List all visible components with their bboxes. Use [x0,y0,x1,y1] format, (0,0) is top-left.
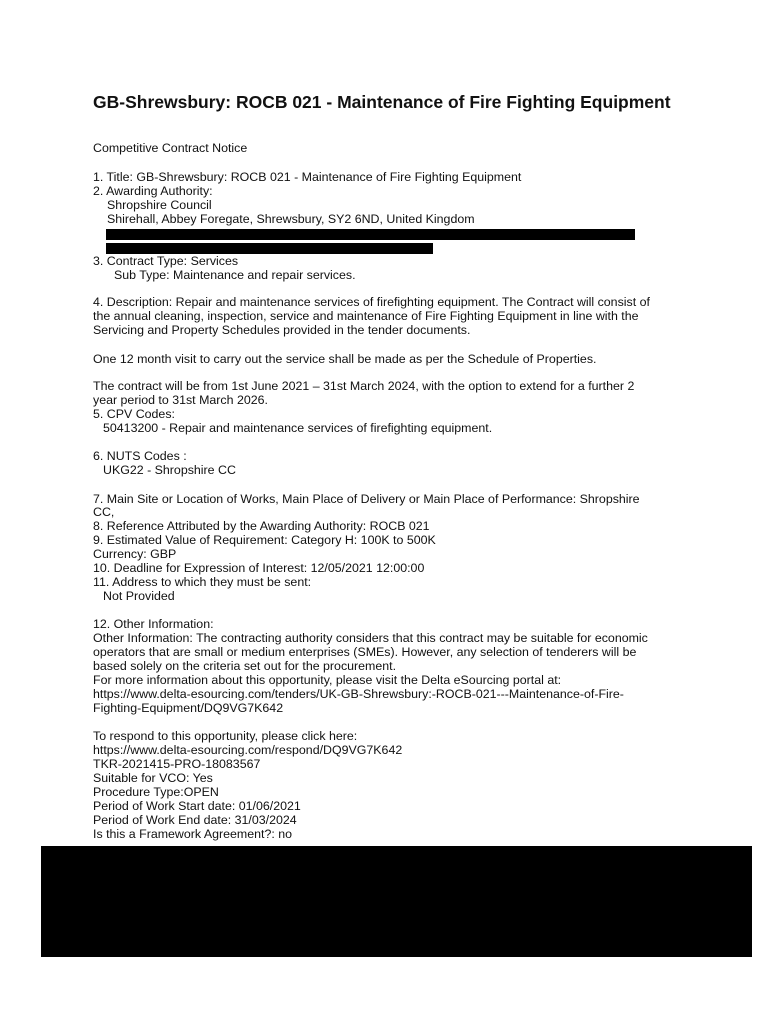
cpv-code: 50413200 - Repair and maintenance services of firefighting equipment. [103,421,493,435]
authority-address: Shirehall, Abbey Foregate, Shrewsbury, SY2 6ND, United Kingdom [107,212,475,226]
other-info-1: Other Information: The contracting authority considers that this contract may be suitable for economic [93,631,648,645]
address-value: Not Provided [103,589,175,603]
page-title: GB-Shrewsbury: ROCB 021 - Maintenance of Fire Fighting Equipment [93,92,671,112]
authority-name: Shropshire Council [107,198,212,212]
item-cpv-codes: 5. CPV Codes: [93,407,175,421]
vco-suitability: Suitable for VCO: Yes [93,771,213,785]
respond-link[interactable]: https://www.delta-esourcing.com/respond/DQ9VG7K642 [93,743,403,757]
item-location-2: CC, [93,505,115,519]
item-address: 11. Address to which they must be sent: [93,575,312,589]
item-location-1: 7. Main Site or Location of Works, Main Place of Delivery or Main Place of Performance: Shropshire [93,492,640,506]
item-description-3: Servicing and Property Schedules provided in the tender documents. [93,323,471,337]
item-nuts-codes: 6. NUTS Codes : [93,449,187,463]
period-text-2: year period to 31st March 2026. [93,393,268,407]
item-other-information: 12. Other Information: [93,617,214,631]
item-description-1: 4. Description: Repair and maintenance services of firefighting equipment. The Contract will consist of [93,295,650,309]
redaction-bar [106,243,433,254]
redaction-block [41,846,752,957]
period-text-1: The contract will be from 1st June 2021 – 31st March 2024, with the option to extend for a further 2 [93,379,635,393]
nuts-code: UKG22 - Shropshire CC [103,463,236,477]
end-date: Period of Work End date: 31/03/2024 [93,813,297,827]
portal-link-1[interactable]: https://www.delta-esourcing.com/tenders/UK-GB-Shrewsbury:-ROCB-021---Maintenance-of-Fire- [93,687,624,701]
item-reference: 8. Reference Attributed by the Awarding Authority: ROCB 021 [93,519,430,533]
visit-text: One 12 month visit to carry out the service shall be made as per the Schedule of Properties. [93,352,597,366]
item-description-2: the annual cleaning, inspection, service and maintenance of Fire Fighting Equipment in line with the [93,309,639,323]
item-awarding-authority: 2. Awarding Authority: [93,184,213,198]
item-contract-type: 3. Contract Type: Services [93,254,239,268]
start-date: Period of Work Start date: 01/06/2021 [93,799,301,813]
procedure-type: Procedure Type:OPEN [93,785,219,799]
notice-type: Competitive Contract Notice [93,141,248,155]
redaction-bar [106,229,635,240]
respond-text: To respond to this opportunity, please click here: [93,729,358,743]
portal-link-2[interactable]: Fighting-Equipment/DQ9VG7K642 [93,701,284,715]
contract-subtype: Sub Type: Maintenance and repair services. [114,268,356,282]
more-info-text: For more information about this opportunity, please visit the Delta eSourcing portal at: [93,673,562,687]
currency: Currency: GBP [93,547,177,561]
item-title: 1. Title: GB-Shrewsbury: ROCB 021 - Maintenance of Fire Fighting Equipment [93,170,522,184]
item-estimated-value: 9. Estimated Value of Requirement: Category H: 100K to 500K [93,533,436,547]
tkr-reference: TKR-2021415-PRO-18083567 [93,757,261,771]
item-deadline: 10. Deadline for Expression of Interest: 12/05/2021 12:00:00 [93,561,425,575]
framework-agreement: Is this a Framework Agreement?: no [93,827,293,841]
other-info-3: based solely on the criteria set out for the procurement. [93,659,397,673]
other-info-2: operators that are small or medium enterprises (SMEs). However, any selection of tenderers will be [93,645,637,659]
